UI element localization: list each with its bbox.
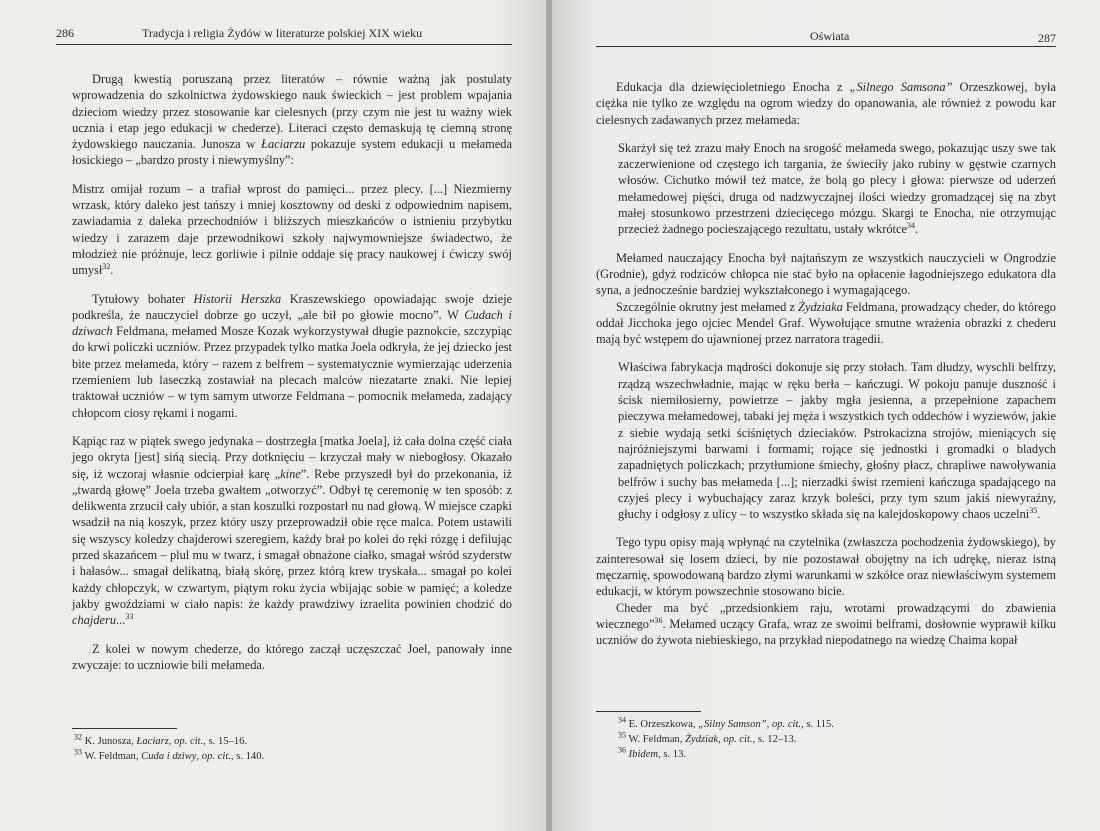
paragraph: Mełamed nauczający Enocha był najtańszym ze wszystkich nauczycieli w Ongrodzie (Grodnie), gdyż rodziców chłopca nie stać było na opłacenie łagodniejszego edukatora dla syna, a jednocześnie bardziej wykształconego i wymagającego. bbox=[596, 250, 1056, 298]
footnote: $^{36}$ Ibidem, s. 13. bbox=[618, 745, 687, 760]
header-rule bbox=[56, 44, 512, 45]
block-quote: Kąpiąc raz w piątek swego jedynaka – dostrzegła [matka Joela], iż cała dolna część ciała jego okryta [jest] sińą siecią. Przy dotknięciu – krzyczał mały w niebogłosy. Okazało się, iż wczoraj własnie odcierpiał karę „kine”. Rebe przyszedł był do przekonania, iż „twardą głowę” Joela trzeba gwałtem „otworzyć”. Odbył tę ceremonię w ten sposób: z delikwenta zrzucił cały ubiór, a stan koszulki rozpostarł nu nad głową. W miejsce czapki wsadził na nią koszyk, przez który uszy przeprowadził obie ręce malca. Potem ustawili się wszyscy koledzy chajderowi szeregiem, każdy brał po kolei do ręki rózgę i defilując przed skazańcem – plul mu w twarz, i smagał obnażone ciałko, smagał wśród szyderstw i hałasów... smagał delikatną, białą skórę, przez którą krew tryskała... smagał po kolei każdy chłopczyk, w czwartym, piątym roku życia wbijając sobie w pamięć; a koledze jakby gwoździami w ciało napis: że każdy prawdziwy izraelita powinien chodzić do chajderu...$^{33}$ bbox=[72, 433, 512, 628]
paragraph: Tego typu opisy mają wpłynąć na czytelnika (zwłaszcza pochodzenia żydowskiego), by zainteresował się losem dzieci, by nie pozostawał obojętny na ich udrękę, nieraz istną męczarnię, spowodowaną bardzo złymi warunkami w szkółce oraz niewłaściwym systemem edukacji, w którym powszechnie stosowano bicie. bbox=[596, 535, 1056, 599]
right-page bbox=[552, 0, 1100, 831]
footnote: $^{35}$ W. Feldman, Żydziak, op. cit., s. 12–13. bbox=[618, 730, 797, 745]
right-page-number: 287 bbox=[1038, 31, 1056, 45]
right-body bbox=[596, 79, 1056, 649]
paragraph: Szczególnie okrutny jest mełamed z Żydziaka Feldmana, prowadzący cheder, do którego oddał Jicchoka jego ojciec Mendel Graf. Wywołujące smutne wrażenia obrazki z chederu mają być wstępem do ujawnionej przez narratora tragedii. bbox=[596, 299, 1056, 347]
left-body bbox=[72, 71, 512, 673]
footnote: $^{34}$ E. Orzeszkowa, „Silny Samson”, op. cit., s. 115. bbox=[618, 715, 834, 730]
block-quote: Mistrz omijał rozum – a trafiał wprost do pamięci... przez plecy. [...] Niezmierny wrzask, który daleko jest tańszy i mniej kosztowny od deski z odpowiednim napisem, zawiadamia z daleka przechodniów i bliższych mieszkańców o istnieniu przybytku wiedzy i zarazem daje przewodnikowi szkoły najwymowniejsze świadectwo, że młodzież nie próżnuje, lecz gorliwie i pilnie oddaje się pracy naukowej i ćwiczy swój umysł$^{32}$. bbox=[72, 181, 512, 278]
left-page-number: 286 bbox=[56, 26, 74, 40]
paragraph: Tytułowy bohater Historii Herszka Kraszewskiego opowiadając swoje dzieje podkreśla, że nauczyciel dobrze go uczył, „ale bił po głowie mocno”. W Cudach i dziwach Feldmana, mełamed Mosze Kozak wykorzystywał długie paznokcie, szczypiąc do krwi policzki uczniów. Przez przypadek tylko matka Joela odkryła, że jej dziecko jest bite przez mełameda, który – razem z belfrem – systematycznie wymierzając uderzenia rzemieniem lub laseczką zostawiał na plecach malców niezatarte znaki. Nie lepiej traktował uczniów – w tym samym utworze Feldmana – pomocnik mełameda, zadający chłopcom ciosy rękami i nogami. bbox=[72, 291, 513, 420]
left-running-title: Tradycja i religia Żydów w literaturze polskiej XIX wieku bbox=[142, 26, 423, 40]
left-page bbox=[0, 0, 548, 831]
right-footnotes bbox=[618, 717, 834, 762]
right-running-title: Oświata bbox=[810, 29, 850, 43]
block-quote: Właściwa fabrykacja mądrości dokonuje się przy stołach. Tam dłudzy, wyschli belfrzy, rządzą wszechwładnie, mając w ręku berła – kańczugi. W pokoju panuje duszność i ścisk niemiłosierny, powietrze – jakby mgła jesienna, a przepełnione zapachem pieczywa mełamedowej, tabaki jej męża i wszystkich tych oddechów i wyziewów, jakie z siebie wydają setki ściśniętych dzieciaków. Pstrokacizna strojów, mieniących się najróżniejszymi barwami i formami; rojące się jednostki i gromadki o bladych zapadniętych policzkach; przytłumione śmiechy, głośny płacz, chrapliwe nawoływania belfrów i suchy bas mełameda [...]; nierzadki świst rzemieni kańczuga spadającego na czyjeś plecy i wybuchający zaraz krzyk boleści, przy tym szum jakiś niewyraźny, głuchy i odgłosy z ulicy – to wszystko składa się na kalejdoskopowy chaos uczelni$^{35}$. bbox=[618, 360, 1056, 522]
paragraph: Cheder ma być „przedsionkiem raju, wrotami prowadzącymi do zbawienia wiecznego”$^{36}$. Mełamed uczący Grafa, wraz ze swoimi belframi, dosłownie wyprawił kilku uczniów do żywota niebieskiego, na przykład niepodatnego na wiedzę Chaima kopał bbox=[596, 600, 1056, 648]
left-footnotes bbox=[74, 734, 264, 764]
paragraph: Z kolei w nowym chederze, do którego zaczął uczęszczać Joel, panowały inne zwyczaje: to uczniowie bili mełameda. bbox=[72, 641, 512, 672]
paragraph: Drugą kwestią poruszaną przez literatów – równie ważną jak postulaty wprowadzenia do szkolnictwa żydowskiego nauk świeckich – jest problem wpajania dzieciom wiedzy przez stosowanie kar cielesnych (przy czym nie jest tu ważny wiek ucznia i etap jego edukacji w chederze). Literaci często demaskują tę ciemną stronę żydowskiego nauczania. Junosza w Łaciarzu pokazuje system edukacji u mełameda łosickiego – „bardzo prosty i niewymyślny”: bbox=[72, 72, 512, 168]
header-rule bbox=[596, 46, 1056, 47]
paragraph: Edukacja dla dziewięcioletniego Enocha z „Silnego Samsona” Orzeszkowej, była ciężka nie tylko ze względu na ogrom wiedzy do opanowania, ale również z powodu kar cielesnych zadawanych przez mełameda: bbox=[596, 80, 1057, 127]
footnote-rule bbox=[596, 711, 701, 712]
footnote: $^{32}$ K. Junosza, Łaciarz, op. cit., s. 15–16. bbox=[74, 732, 248, 747]
footnote: $^{33}$ W. Feldman, Cuda i dziwy, op. cit., s. 140. bbox=[74, 747, 265, 762]
footnote-rule bbox=[72, 728, 177, 729]
block-quote: Skarżył się też zrazu mały Enoch na srogość mełameda swego, pokazując uszy swe tak zaczerwienione od częstego ich targania, że świeciły jako rubiny w gęstwie czarnych włosów. Cichutko mówił też matce, że bolą go plecy i głowa: pierwsze od uderzeń mełamedowej pięści, druga od nadzwyczajnej ilości wiedzy gromadzącej się na zbyt małej stosunkowo przestrzeni dziecięcego mózgu. Skargi te Enocha, nie otrzymując przecież żadnego pocieszającego rezultatu, ustały wkrótce$^{34}$. bbox=[618, 140, 1056, 237]
